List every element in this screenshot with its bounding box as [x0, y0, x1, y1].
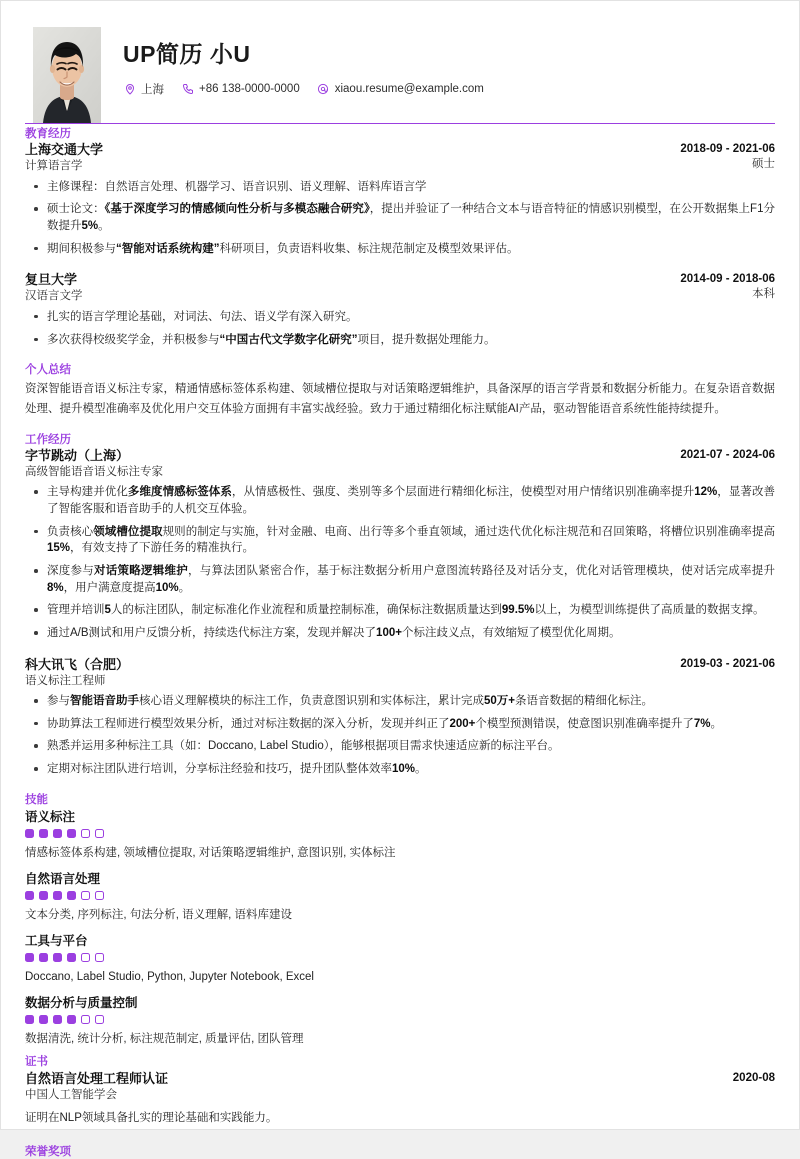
- bullet-item: 深度参与对话策略逻辑维护，与算法团队紧密合作，基于标注数据分析用户意图流转路径及对话分支，优化对话管理模块，使对话完成率提升8%，用户满意度提高10%。: [25, 563, 775, 596]
- rating-dot-filled: [39, 891, 48, 900]
- skill-block: [25, 994, 775, 1048]
- skill-block: [25, 870, 775, 924]
- certificate-description: 证明在NLP领域具备扎实的理论基础和实践能力。: [25, 1112, 278, 1125]
- work-role: 高级智能语音语义标注专家: [25, 465, 163, 478]
- education-degree: 本科: [752, 288, 775, 301]
- bullet-item: 主修课程：自然语言处理、机器学习、语音识别、语义理解、语料库语言学: [25, 179, 775, 196]
- section-title-education: 教育经历: [25, 128, 71, 140]
- bullet-item: 定期对标注团队进行培训，分享标注经验和技巧，提升团队整体效率10%。: [25, 761, 775, 778]
- education-degree: 硕士: [752, 158, 775, 171]
- skill-rating: [25, 891, 775, 900]
- skill-items: 文本分类, 序列标注, 句法分析, 语义理解, 语料库建设: [25, 909, 293, 922]
- rating-dot-filled: [39, 1015, 48, 1024]
- work-role: 语义标注工程师: [25, 674, 106, 687]
- skill-rating: [25, 953, 775, 962]
- rating-dot-empty: [81, 829, 90, 838]
- bullet-item: 管理并培训5人的标注团队，制定标准化作业流程和质量控制标准，确保标注数据质量达到99.5%以上，为模型训练提供了高质量的数据支撑。: [25, 602, 775, 619]
- rating-dot-filled: [53, 1015, 62, 1024]
- work-entry: [25, 657, 775, 778]
- section-divider: [25, 123, 775, 124]
- section-title-skills: 技能: [25, 793, 48, 806]
- section-certificates: [25, 1055, 775, 1126]
- rating-dot-empty: [81, 891, 90, 900]
- location-pin-icon: [123, 83, 136, 96]
- skill-items: 情感标签体系构建, 领域槽位提取, 对话策略逻辑维护, 意图识别, 实体标注: [25, 847, 396, 860]
- rating-dot-filled: [53, 891, 62, 900]
- phone-icon: [181, 83, 194, 96]
- skill-name: 自然语言处理: [25, 871, 101, 886]
- contact-phone: [181, 83, 300, 96]
- certificate-date: 2020-08: [732, 1071, 775, 1084]
- portrait-photo-icon: [33, 27, 101, 123]
- rating-dot-empty: [95, 953, 104, 962]
- section-title-awards: 荣誉奖项: [25, 1145, 71, 1158]
- header-text-block: [123, 27, 501, 97]
- contact-location-text: 上海: [141, 84, 164, 97]
- work-date: 2021-07 - 2024-06: [680, 448, 775, 461]
- skill-name: 工具与平台: [25, 933, 88, 948]
- education-entry: [25, 272, 775, 348]
- rating-dot-empty: [81, 953, 90, 962]
- bullet-item: 协助算法工程师进行模型效果分析，通过对标注数据的深入分析，发现并纠正了200+个模型预测错误，使意图识别准确率提升了7%。: [25, 716, 775, 733]
- certificate-name: 自然语言处理工程师认证: [25, 1070, 169, 1086]
- rating-dot-filled: [39, 953, 48, 962]
- education-entry: [25, 142, 775, 257]
- skill-rating: [25, 1015, 775, 1024]
- section-summary: [25, 363, 775, 419]
- bullet-item: 多次获得校级奖学金，并积极参与“中国古代文学数字化研究”项目，提升数据处理能力。: [25, 332, 775, 349]
- rating-dot-filled: [53, 953, 62, 962]
- rating-dot-filled: [25, 891, 34, 900]
- bullet-item: 负责核心领域槽位提取规则的制定与实施，针对金融、电商、出行等多个垂直领域，通过迭代优化标注规范和召回策略，将槽位识别准确率提高15%，有效支持了下游任务的精准执行。: [25, 524, 775, 557]
- education-bullets: [25, 309, 775, 348]
- work-bullets: [25, 484, 775, 641]
- bullet-item: 扎实的语言学理论基础，对词法、句法、语义学有深入研究。: [25, 309, 775, 326]
- skill-items: Doccano, Label Studio, Python, Jupyter Notebook, Excel: [25, 970, 314, 983]
- section-title-work: 工作经历: [25, 433, 71, 446]
- rating-dot-filled: [67, 1015, 76, 1024]
- skills-list: [25, 808, 775, 1047]
- contact-location: [123, 81, 164, 97]
- rating-dot-empty: [95, 829, 104, 838]
- rating-dot-empty: [95, 891, 104, 900]
- contact-email: [317, 83, 484, 96]
- rating-dot-filled: [67, 953, 76, 962]
- education-bullets: [25, 179, 775, 258]
- education-school: 复旦大学: [25, 272, 78, 288]
- rating-dot-filled: [25, 953, 34, 962]
- rating-dot-empty: [95, 1015, 104, 1024]
- work-bullets: [25, 693, 775, 778]
- bullet-item: 期间积极参与“智能对话系统构建”科研项目，负责语料收集、标注规范制定及模型效果评估。: [25, 241, 775, 258]
- bullet-item: 熟悉并运用多种标注工具（如：Doccano, Label Studio），能够根据项目需求快速适应新的标注平台。: [25, 738, 775, 755]
- resume-header: [25, 1, 775, 123]
- section-work: [25, 433, 775, 778]
- bullet-item: 硕士论文：《基于深度学习的情感倾向性分析与多模态融合研究》，提出并验证了一种结合文本与语音特征的情感识别模型，在公开数据集上F1分数提升5%。: [25, 201, 775, 234]
- education-major: 计算语言学: [25, 160, 83, 173]
- at-email-icon: [317, 83, 330, 96]
- rating-dot-filled: [25, 1015, 34, 1024]
- candidate-name: UP简历 小U: [123, 41, 251, 67]
- work-entry: [25, 448, 775, 642]
- contact-phone-text: +86 138-0000-0000: [199, 83, 300, 96]
- section-title-summary: 个人总结: [25, 364, 71, 377]
- skill-items: 数据清洗, 统计分析, 标注规范制定, 质量评估, 团队管理: [25, 1032, 304, 1045]
- certificate-entry: [25, 1071, 775, 1127]
- work-company: 科大讯飞（合肥）: [25, 656, 130, 672]
- contact-list: [123, 81, 501, 97]
- section-education: [25, 123, 775, 348]
- rating-dot-filled: [25, 829, 34, 838]
- rating-dot-filled: [67, 891, 76, 900]
- bullet-item: 主导构建并优化多维度情感标签体系，从情感极性、强度、类别等多个层面进行精细化标注，使模型对用户情绪识别准确率提升12%，显著改善了智能客服和语音助手的人机交互体验。: [25, 484, 775, 517]
- rating-dot-filled: [67, 829, 76, 838]
- section-title-certificates: 证书: [25, 1056, 48, 1069]
- bullet-item: 通过A/B测试和用户反馈分析，持续迭代标注方案，发现并解决了100+个标注歧义点，有效缩短了模型优化周期。: [25, 625, 775, 642]
- education-date: 2014-09 - 2018-06: [680, 273, 775, 286]
- skill-block: [25, 808, 775, 862]
- education-school: 上海交通大学: [25, 142, 104, 158]
- avatar: [33, 27, 101, 123]
- rating-dot-filled: [39, 829, 48, 838]
- skill-rating: [25, 829, 775, 838]
- section-awards: [25, 1145, 775, 1159]
- skill-name: 语义标注: [25, 810, 76, 825]
- skill-block: [25, 932, 775, 986]
- work-date: 2019-03 - 2021-06: [680, 657, 775, 670]
- summary-text: 资深智能语音语义标注专家，精通情感标签体系构建、领域槽位提取与对话策略逻辑维护，具备深厚的语言学背景和数据分析能力。在复杂语音数据处理、提升模型准确率及优化用户交互体验方面拥有丰富实战经验。致力于通过精细化标注赋能AI产品，驱动智能语音系统性能持续提升。: [25, 382, 775, 416]
- skill-name: 数据分析与质量控制: [25, 995, 138, 1010]
- work-company: 字节跳动（上海）: [25, 447, 130, 463]
- certificate-issuer: 中国人工智能学会: [25, 1088, 117, 1101]
- education-date: 2018-09 - 2021-06: [680, 143, 775, 156]
- section-skills: [25, 793, 775, 1048]
- bullet-item: 参与智能语音助手核心语义理解模块的标注工作，负责意图识别和实体标注，累计完成50万+条语音数据的精细化标注。: [25, 693, 775, 710]
- contact-email-text: xiaou.resume@example.com: [334, 83, 484, 96]
- education-major: 汉语言文学: [25, 290, 83, 303]
- rating-dot-empty: [81, 1015, 90, 1024]
- rating-dot-filled: [53, 829, 62, 838]
